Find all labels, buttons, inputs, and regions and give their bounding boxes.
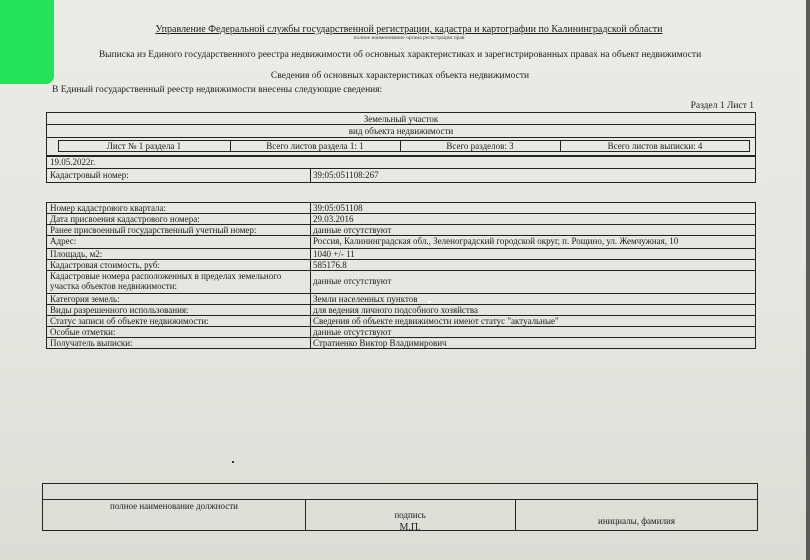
org-note: полное наименование органа регистрации прав [353,35,465,41]
detail-value: Стратиенко Виктор Владимирович [313,338,447,348]
detail-label: Номер кадастрового квартала: [50,203,166,213]
cadastral-number: 39:05:051108:267 [313,170,379,180]
detail-value: для ведения личного подсобного хозяйства [313,305,478,315]
cadastral-label: Кадастровый номер: [50,170,129,180]
detail-label: Особые отметки: [50,327,116,337]
signature-caption: подпись [394,510,426,520]
sheets-in-section: Всего листов раздела 1: 1 [266,141,364,151]
detail-label: Ранее присвоенный государственный учетный номер: [50,225,257,235]
detail-value: Россия, Калининградская обл., Зеленоградский городской округ, п. Рощино, ул. Жемчужная, 10 [313,236,679,246]
extract-date: 19.05.2022г. [50,157,96,167]
page-edge [806,0,810,560]
scan-mark [232,461,234,463]
sheet-number: Лист № 1 раздела 1 [106,141,182,151]
detail-label: Виды разрешенного использования: [50,305,189,315]
detail-value: данные отсутствуют [313,327,392,337]
intro-text: В Единый государственный реестр недвижимости внесены следующие сведения: [52,85,383,95]
name-caption: инициалы, фамилия [598,516,675,526]
detail-value: 1040 +/- 11 [313,249,355,259]
section-label: Раздел 1 Лист 1 [690,101,754,111]
total-sections: Всего разделов: 3 [446,141,514,151]
detail-label: Категория земель: [50,294,120,304]
detail-label: Площадь, м2: [50,249,103,259]
detail-value: Земли населенных пунктов [313,294,418,304]
detail-label-line2: участка объектов недвижимости: [50,281,178,291]
cadastral-block [46,155,756,183]
detail-label: Получатель выписки: [50,338,133,348]
detail-value: 585176.8 [313,260,347,270]
detail-label: Статус записи об объекте недвижимости: [50,316,209,326]
total-sheets: Всего листов выписки: 4 [607,141,703,151]
stamp-placeholder: М.П. [399,522,421,533]
org-name: Управление Федеральной службы государственной регистрации, кадастра и картографии по Калининградской области [155,24,663,35]
detail-value: данные отсутствуют [313,225,392,235]
document-subtitle: Сведения об основных характеристиках объекта недвижимости [270,71,530,81]
detail-label: Кадастровые номера расположенных в пределах земельного [50,271,282,281]
detail-value: данные отсутствуют [313,276,392,286]
object-type-caption: вид объекта недвижимости [348,126,454,136]
detail-value: 39:05:051108 [313,203,363,213]
detail-value: 29.03.2016 [313,214,354,224]
document-title: Выписка из Единого государственного реестра недвижимости об основных характеристиках и зарегистрированных правах на объект недвижимости [98,50,702,60]
detail-label: Дата присвоения кадастрового номера: [50,214,200,224]
detail-label: Кадастровая стоимость, руб: [50,260,160,270]
position-caption: полное наименование должности [110,501,238,511]
object-type: Земельный участок [363,114,439,124]
scan-mark [428,301,431,303]
detail-label: Адрес: [50,236,77,246]
detail-value: Сведения об объекте недвижимости имеют статус "актуальные" [313,316,559,326]
